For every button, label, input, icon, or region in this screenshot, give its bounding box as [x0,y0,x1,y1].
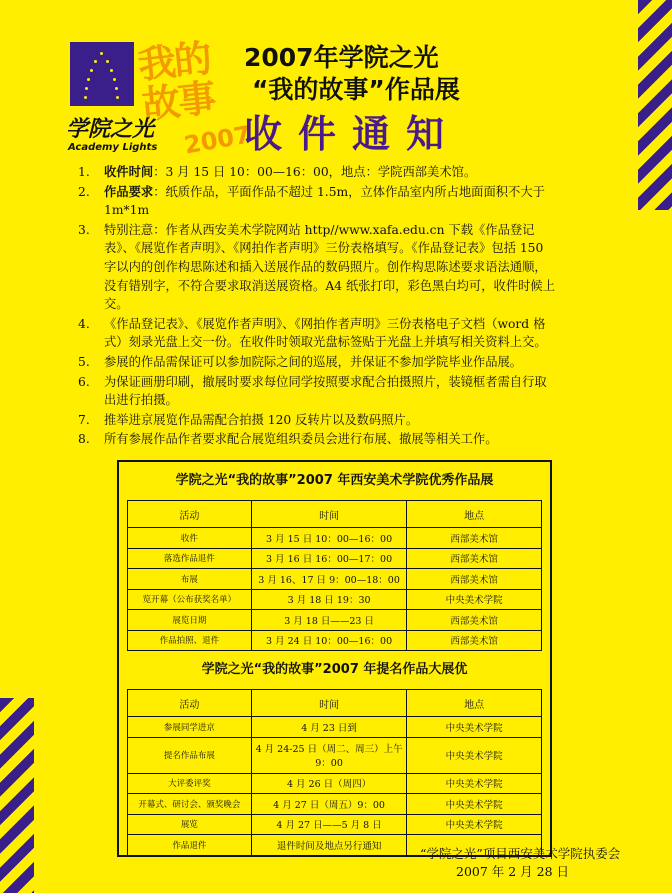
table-row: 布展 3 月 16、17 日 9：00—18：00 西部美术馆 [128,569,542,590]
table-row: 开幕式、研讨会、颁奖晚会 4 月 27 日（周五）9：00 中央美术学院 [128,794,542,815]
table-row: 展览日期 3 月 18 日——23 日 西部美术馆 [128,610,542,631]
list-item: 5. 参展的作品需保证可以参加院际之间的巡展，并保证不参加学院毕业作品展。 [78,354,523,369]
list-item: 8. 所有参展作品作者要求配合展览组织委员会进行布展、撤展等相关工作。 [78,432,498,447]
logo-graphic-text: 我的故事 [135,36,217,128]
table-row: 收件 3 月 15 日 10：00—16：00 西部美术馆 [128,528,542,549]
schedule-1-table [127,500,542,651]
schedule-2-table [127,689,542,856]
decorative-stripes-top-right [638,0,672,210]
header-line-1: 2007年学院之光 [244,43,439,72]
decorative-stripes-bottom-left [0,698,34,893]
footer-date: 2007 年 2 月 28 日 [456,864,570,879]
table-row: 展览 4 月 27 日——5 月 8 日 中央美术学院 [128,814,542,835]
table-row: 落选作品退件 3 月 16 日 16：00—17：00 西部美术馆 [128,548,542,569]
header-line-2: “我的故事”作品展 [252,75,460,104]
header [244,42,584,160]
academy-lights-logo [66,36,253,162]
table-row: 作品退件 退件时间及地点另行通知 [128,835,542,856]
table-row: 大评委评奖 4 月 26 日（周四） 中央美术学院 [128,773,542,794]
list-item: 2. 作品要求：纸质作品，平面作品不超过 1.5m，立体作品室内所占地面面积不大于 1m*1m [78,184,545,218]
list-item: 3. 特别注意：作者从西安美术学院网站 http//www.xafa.edu.cn 下载《作品登记表》、《展览作者声明》、《网拍作者声明》三份表格填写。《作品登记表》包括 150 字以内的创作构思陈述和插入送展作品的数码照片。创作构思陈述要求语法通顺，没有错别字，不符合要求取消送展资格。A4 纸张打印，彩色黑白均可，收件时候上交。 [78,222,556,312]
table-row: 览开幕（公布获奖名单） 3 月 18 日 19：30 中央美术学院 [128,589,542,610]
logo-year: 2007 [182,120,253,160]
table-row: 作品拍照、退件 3 月 24 日 10：00—16：00 西部美术馆 [128,630,542,651]
table-row: 参展同学进京 4 月 23 日到 中央美术学院 [128,717,542,738]
table-header-row: 活动 时间 地点 [128,690,542,717]
schedule-1-title: 学院之光“我的故事”2007 年西安美术学院优秀作品展 [175,473,494,488]
logo-english-name: Academy Lights [68,142,158,153]
list-item: 4. 《作品登记表》、《展览作者声明》、《网拍作者声明》三份表格电子文档（word 格式）刻录光盘上交一份。在收件时领取光盘标签贴于光盘上并填写相关资料上交。 [78,316,547,350]
requirements-list [78,163,558,450]
list-item: 6. 为保证画册印刷，撤展时要求每位同学按照要求配合拍摄照片，装镜框者需自行取出进行拍摄。 [78,374,547,408]
footer-organization: “学院之光”项目西安美术学院执委会 [420,846,621,861]
footer [420,845,620,881]
table-row: 提名作品布展 4 月 24-25 日（周二、周三）上午 9：00 中央美术学院 [128,737,542,773]
table-header-row: 活动 时间 地点 [128,501,542,528]
list-item: 7. 推举进京展览作品需配合拍摄 120 反转片以及数码照片。 [78,412,419,427]
logo-chinese-name: 学院之光 [66,116,155,142]
schedule-2-title: 学院之光“我的故事”2007 年提名作品大展优 [201,662,468,677]
page-title: 收件通知 [244,112,461,156]
logo-square [70,42,134,106]
list-item: 1. 收件时间：3 月 15 日 10：00—16：00，地点：学院西部美术馆。 [78,165,477,179]
schedule-box [117,460,552,857]
